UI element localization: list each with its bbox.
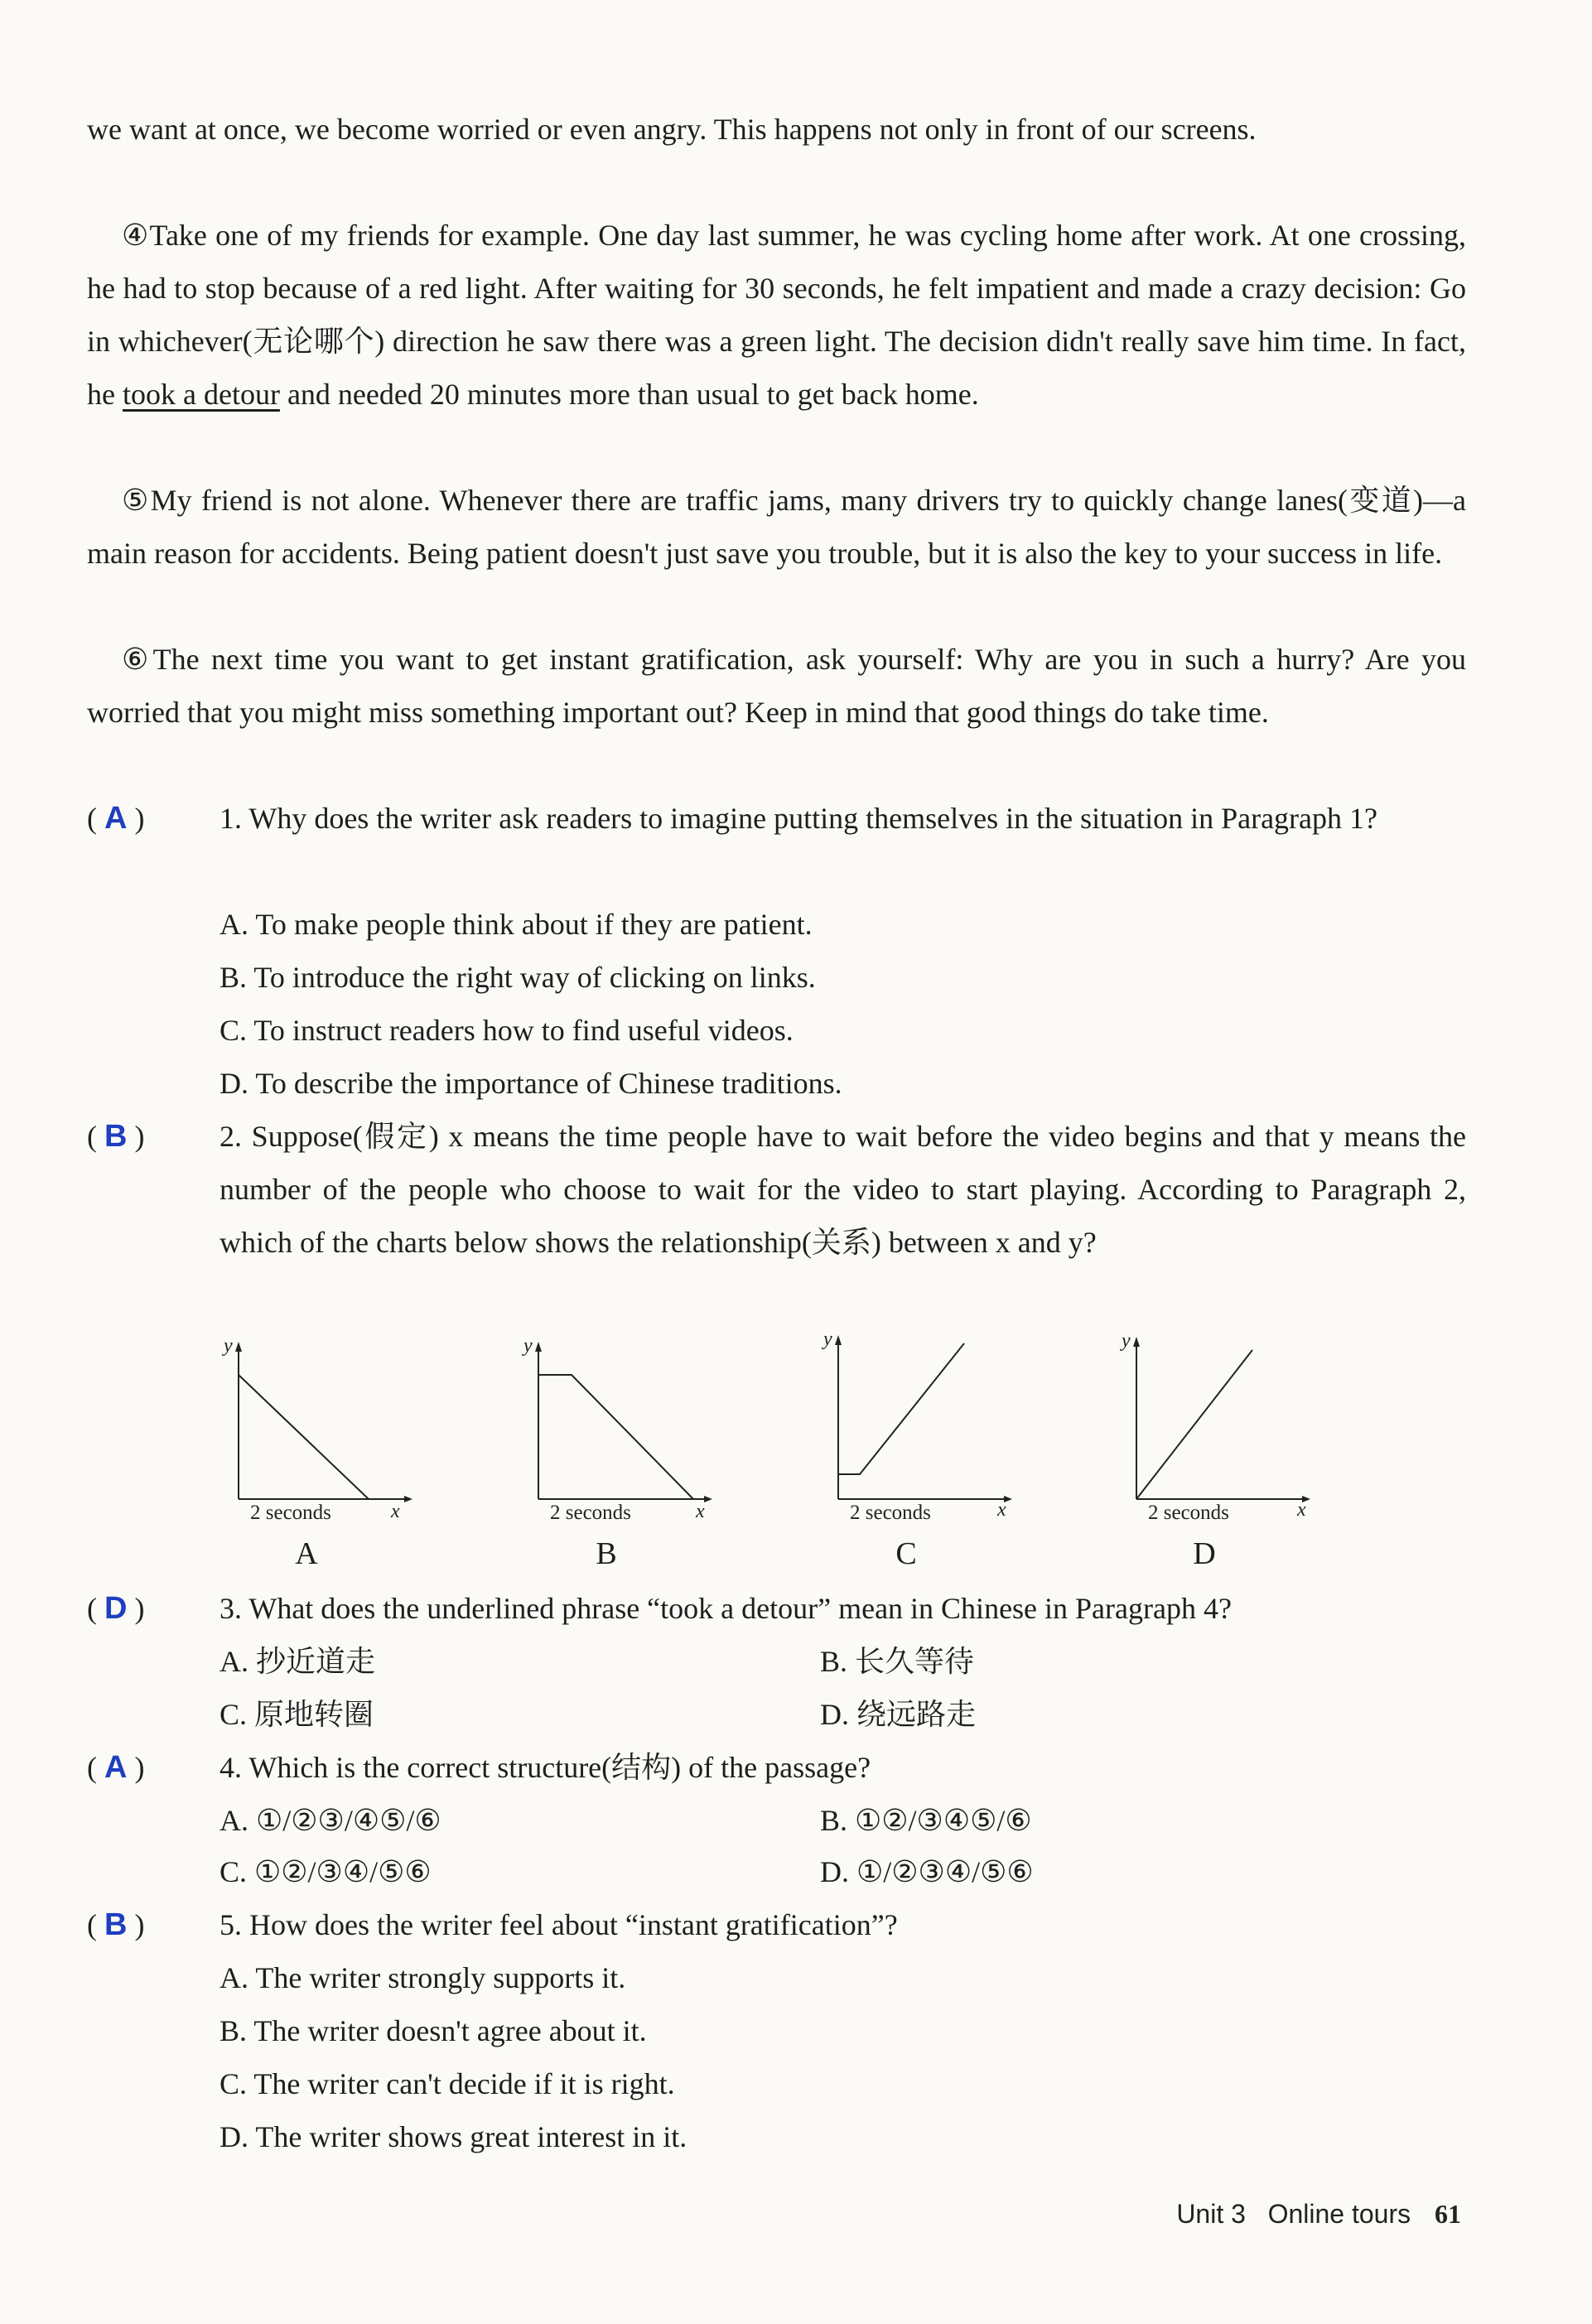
q5-option-c: C. The writer can't decide if it is right. [220,2067,675,2100]
chart-b-graph [507,1325,722,1532]
chart-c [807,1325,1022,1582]
answer-letter: A [104,801,128,836]
passage-paragraph-4 [87,209,1466,421]
question-2 [87,1110,1466,1269]
q4-option-a: A. ①/②③/④⑤/⑥ [220,1804,441,1837]
q1-option-b: B. To introduce the right way of clicking on links. [220,961,816,994]
footer-unit: Unit 3 [1176,2199,1246,2229]
q4-option-b: B. ①②/③④⑤/⑥ [820,1804,1032,1837]
p4-text: ④Take one of my friends for example. One day last summer, he was cycling home after work. At one crossing, he had to stop because of a red light. After waiting for 30 seconds, he felt impatient and made a crazy decision: Go in whichever(无论哪个) direction he saw there was a green light. The decision didn't really save him time. In fact, he [87,219,1466,411]
chart-d [1105,1325,1320,1582]
q3-option-c: C. 原地转圈 [220,1698,374,1731]
footer-title: Online tours [1267,2199,1411,2229]
svg-text:x: x [997,1499,1006,1521]
passage-paragraph-6: ⑥The next time you want to get instant gratification, ask yourself: Why are you in such a hurry? Are you worried that you might miss something important out? Keep in mind that good things do take time. [87,643,1466,729]
answer-bracket: ( A ) [87,801,145,836]
question-1 [87,792,1466,845]
q1-option-c: C. To instruct readers how to find useful videos. [220,1014,794,1047]
q5-option-b: B. The writer doesn't agree about it. [220,2014,647,2047]
question-3 [87,1582,1466,1635]
chart-b [507,1325,722,1582]
chart-b-label: B [596,1536,617,1571]
passage-paragraph-5: ⑤My friend is not alone. Whenever there are traffic jams, many drivers try to quickly change lanes(变道)—a main reason for accidents. Being patient doesn't just save you trouble, but it is also the key to your success in life. [87,484,1466,570]
q5-option-d: D. The writer shows great interest in it. [220,2120,687,2153]
svg-text:y: y [823,1328,832,1350]
question-5 [87,1898,1466,1951]
chart-c-graph [807,1325,1022,1532]
svg-text:2 seconds: 2 seconds [550,1502,631,1524]
passage-paragraph-continued: we want at once, we become worried or even angry. This happens not only in front of our screens. [87,113,1257,146]
question-stem: 5. How does the writer feel about “instant gratification”? [220,1908,898,1941]
svg-text:x: x [1297,1499,1306,1521]
chart-d-label: D [1193,1536,1216,1571]
answer-bracket: ( B ) [87,1119,145,1154]
svg-text:y: y [1122,1330,1131,1352]
underlined-phrase: took a detour [122,378,280,411]
q3-option-d: D. 绕远路走 [820,1698,976,1731]
answer-bracket: ( D ) [87,1591,145,1626]
q4-option-d: D. ①/②③④/⑤⑥ [820,1855,1034,1888]
answer-bracket: ( B ) [87,1907,145,1942]
q3-option-a: A. 抄近道走 [220,1645,375,1678]
q5-option-a: A. The writer strongly supports it. [220,1961,626,1994]
svg-text:2 seconds: 2 seconds [250,1502,331,1524]
chart-a-graph [207,1325,422,1532]
question-stem: 4. Which is the correct structure(结构) of the passage? [220,1751,871,1784]
question-stem: 1. Why does the writer ask readers to imagine putting themselves in the situation in Paragraph 1? [220,802,1377,835]
chart-c-label: C [895,1536,917,1571]
svg-text:y: y [523,1335,533,1357]
chart-a [207,1325,422,1582]
q3-option-b: B. 长久等待 [820,1645,975,1678]
q1-option-d: D. To describe the importance of Chinese traditions. [220,1067,842,1100]
question-stem: 2. Suppose(假定) x means the time people have to wait before the video begins and that y means the number of the people who choose to wait for the video to start playing. According to Paragraph 2, which of the charts below shows the relationship(关系) between x and y? [220,1120,1466,1259]
page-footer [1176,2199,1461,2230]
answer-letter: B [104,1907,128,1942]
p4-text-end: and needed 20 minutes more than usual to get back home. [279,378,979,411]
svg-text:2 seconds: 2 seconds [850,1502,931,1524]
chart-d-graph [1105,1325,1320,1532]
answer-letter: D [104,1591,128,1626]
answer-charts [207,1325,1367,1582]
question-4 [87,1741,1466,1794]
answer-letter: A [104,1750,128,1785]
answer-bracket: ( A ) [87,1750,145,1785]
chart-a-label: A [295,1536,318,1571]
svg-text:x: x [696,1501,705,1522]
q1-option-a: A. To make people think about if they are patient. [220,908,813,941]
svg-text:y: y [224,1335,233,1357]
svg-text:x: x [391,1501,400,1522]
q4-option-c: C. ①②/③④/⑤⑥ [220,1855,432,1888]
question-stem: 3. What does the underlined phrase “took a detour” mean in Chinese in Paragraph 4? [220,1592,1232,1625]
page-number: 61 [1435,2199,1461,2229]
answer-letter: B [104,1119,128,1154]
svg-text:2 seconds: 2 seconds [1148,1502,1229,1524]
